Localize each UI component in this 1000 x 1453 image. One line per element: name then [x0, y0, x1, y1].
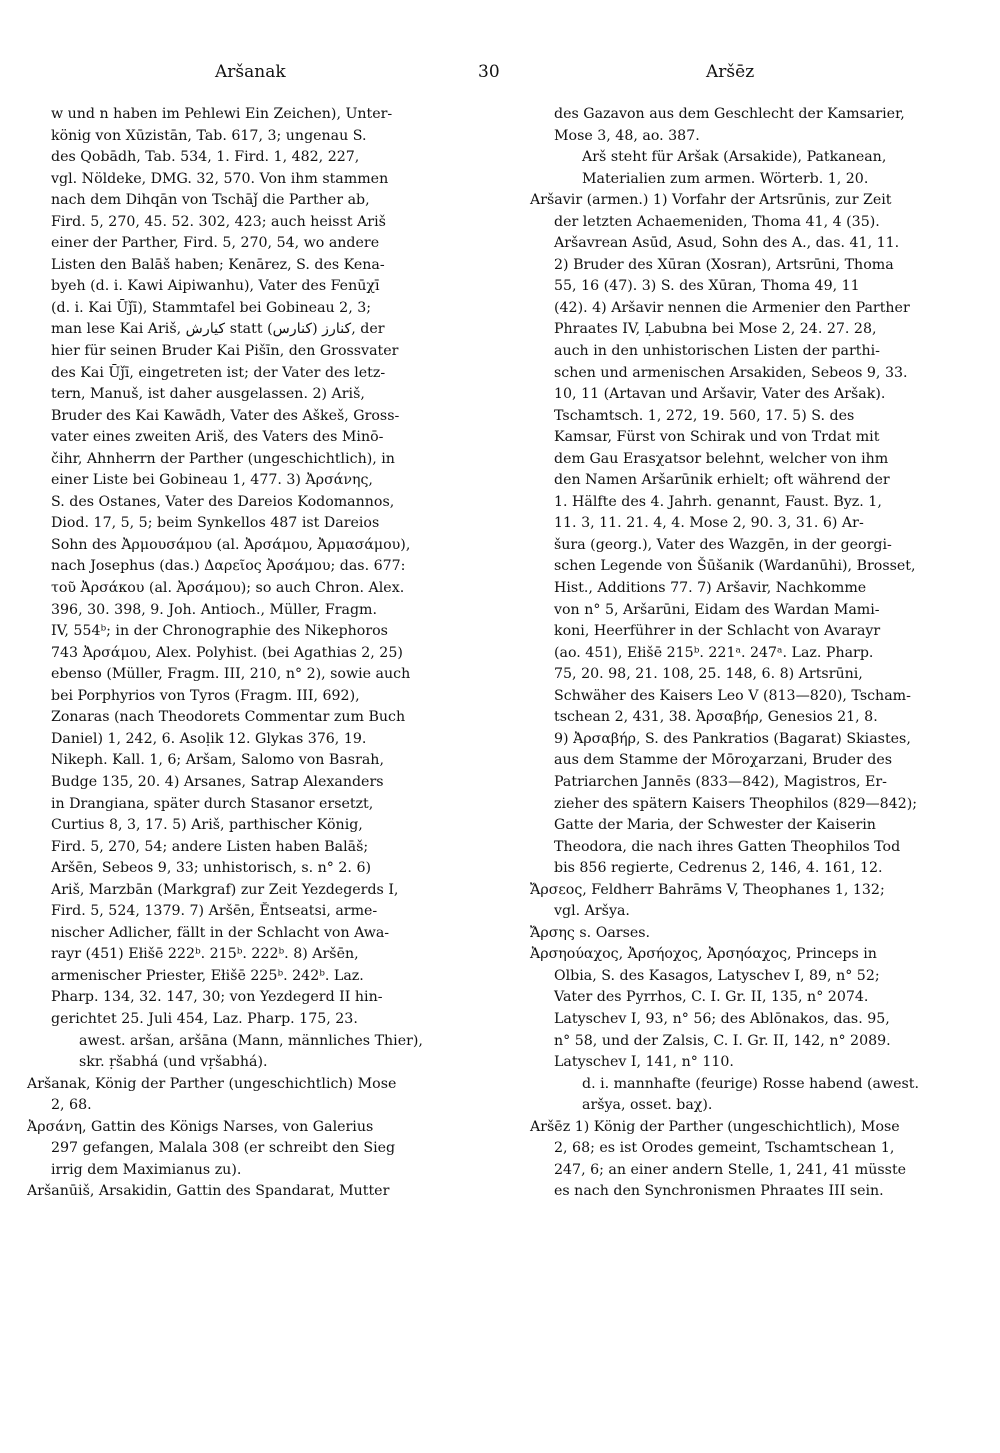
text-line: w und n haben im Pehlewi Ein Zeichen), Unter- — [51, 106, 393, 122]
text-line: S. des Ostanes, Vater des Dareios Kodomannos, — [51, 493, 395, 510]
text-line: vgl. Aršya. — [554, 903, 630, 920]
dictionary-entry — [27, 1181, 469, 1203]
text-line: aršya, osset. baχ). — [582, 1097, 713, 1114]
text-line: ebenso (Müller, Fragm. III, 210, n° 2), sowie auch — [51, 666, 411, 683]
text-line: awest. aršan, aršāna (Mann, männliches Thier), — [79, 1032, 423, 1049]
etymology-note — [530, 1074, 952, 1117]
text-line: d. i. mannhafte (feurige) Rosse habend (awest. — [582, 1075, 919, 1092]
text-line: Aršēn, Sebeos 9, 33; unhistorisch, s. n° 2. 6) — [51, 860, 372, 877]
text-line: (d. i. Kai Ūǰī), Stammtafel bei Gobineau 2, 3; — [51, 299, 372, 316]
dictionary-entry — [530, 944, 952, 1073]
text-line: vater eines zweiten Ariš, des Vaters des Minō- — [51, 429, 384, 446]
text-line: es nach den Synchronismen Phraates III sein. — [554, 1183, 884, 1200]
text-line: IV, 554ᵇ; in der Chronographie des Nikephoros — [51, 623, 388, 640]
text-line: 2) Bruder des Xūran (Xosran), Artsrūni, Thoma — [554, 256, 894, 273]
text-line: Aršanūiš, Arsakidin, Gattin des Spandarat, Mutter — [27, 1183, 390, 1200]
running-head-left: Aršanak — [215, 62, 286, 82]
text-line: Diod. 17, 5, 5; beim Synkellos 487 ist Dareios — [51, 515, 380, 532]
text-line: gerichtet 25. Juli 454, Laz. Pharp. 175, 23. — [51, 1010, 358, 1027]
text-line: (42). 4) Aršavir nennen die Armenier den Parther — [554, 299, 910, 316]
dictionary-entry — [27, 1074, 469, 1117]
text-line: Ἀρσάνη, Gattin des Königs Narses, von Galerius — [27, 1118, 374, 1135]
text-line: man lese Kai Ariš, کیارش statt کنارز (کنارس), der — [51, 321, 385, 338]
text-line: Aršavir (armen.) 1) Vorfahr der Artsrūnis, zur Zeit — [530, 192, 892, 209]
text-line: Latyschev I, 93, n° 56; des Ablōnakos, das. 95, — [554, 1010, 890, 1027]
text-line: Budge 135, 20. 4) Arsanes, Satrap Alexanders — [51, 773, 384, 790]
text-line: vgl. Nöldeke, DMG. 32, 570. Von ihm stammen — [51, 170, 389, 187]
running-head-right: Aršēz — [706, 62, 755, 82]
text-line: Gatte der Maria, der Schwester der Kaiserin — [554, 817, 876, 834]
text-line: nach Josephus (das.) Δαρεῖος Ἀρσάμου; das. 677: — [51, 558, 406, 575]
entry-list — [530, 1117, 952, 1203]
text-line: 55, 16 (47). 3) S. des Xūran, Thoma 49, 11 — [554, 278, 860, 295]
text-line: Listen den Balāš haben; Kenārez, S. des Kena- — [51, 256, 385, 273]
text-line: von n° 5, Aršarūni, Eidam des Wardan Mami- — [554, 601, 880, 618]
text-line: Tschamtsch. 1, 272, 19. 560, 17. 5) S. des — [554, 407, 855, 424]
entry-list — [530, 190, 952, 1073]
text-line: könig von Xūzistān, Tab. 617, 3; ungenau S. — [51, 127, 367, 144]
text-line: Phraates IV, Ḷabubna bei Mose 2, 24. 27. 28, — [554, 321, 877, 338]
text-line: rayr (451) Ełišē 222ᵇ. 215ᵇ. 222ᵇ. 8) Aršēn, — [51, 946, 359, 963]
text-line: den Namen Aršarūnik erhielt; oft während der — [554, 472, 890, 489]
text-line: Patriarchen Jannēs (833—842), Magistros, Er- — [554, 773, 887, 790]
text-line: Sohn des Ἀρμουσάμου (al. Ἀρσάμου, Ἀρμασάμου), — [51, 536, 411, 553]
text-line: Arš steht für Aršak (Arsakide), Patkanean, — [582, 149, 887, 166]
dictionary-entry — [27, 1117, 469, 1182]
text-line: Vater des Pyrrhos, C. I. Gr. II, 135, n° 2074. — [554, 989, 869, 1006]
text-line: einer Liste bei Gobineau 1, 477. 3) Ἀρσάνης, — [51, 472, 373, 489]
text-line: Kamsar, Fürst von Schirak und von Trdat mit — [554, 429, 880, 446]
text-line: (ao. 451), Ełišē 215ᵇ. 221ᵃ. 247ᵃ. Laz. Pharp. — [554, 644, 874, 661]
text-line: 1. Hälfte des 4. Jahrh. genannt, Faust. Byz. 1, — [554, 493, 882, 510]
text-line: armenischer Priester, Ełišē 225ᵇ. 242ᵇ. Laz. — [51, 967, 364, 984]
text-line: Olbia, S. des Kasagos, Latyschev I, 89, n° 52; — [554, 967, 880, 984]
text-line: Curtius 8, 3, 17. 5) Ariš, parthischer König, — [51, 817, 363, 834]
entry-continuation — [27, 104, 469, 1031]
dictionary-entry — [530, 923, 952, 945]
text-line: 2, 68. — [51, 1097, 92, 1114]
text-line: 247, 6; an einer andern Stelle, 1, 241, 41 müsste — [554, 1161, 907, 1178]
text-line: Materialien zum armen. Wörterb. 1, 20. — [582, 170, 869, 187]
text-line: bis 856 regierte, Cedrenus 2, 146, 4. 161, 12. — [554, 860, 883, 877]
text-line: dem Gau Erasχatsor belehnt, welcher von ihm — [554, 450, 889, 467]
text-line: 75, 20. 98, 21. 108, 25. 148, 6. 8) Artsrūni, — [554, 666, 863, 683]
text-line: čihr, Ahnherrn der Parther (ungeschichtlich), in — [51, 450, 395, 467]
text-line: des Qobādh, Tab. 534, 1. Fird. 1, 482, 227, — [51, 149, 360, 166]
dictionary-entry — [530, 880, 952, 923]
entry-list — [27, 1074, 469, 1203]
text-line: 297 gefangen, Malala 308 (er schreibt den Sieg — [51, 1140, 396, 1157]
text-line: bei Porphyrios von Tyros (Fragm. III, 692), — [51, 687, 360, 704]
text-line: koni, Heerführer in der Schlacht von Avarayr — [554, 623, 881, 640]
text-line: Hist., Additions 77. 7) Aršavir, Nachkomme — [554, 580, 867, 597]
text-line: Ariš, Marzbān (Markgraf) zur Zeit Yezdegerds I, — [51, 881, 399, 898]
text-line: Theodora, die nach ihres Gatten Theophilos Tod — [554, 838, 901, 855]
text-line: Schwäher des Kaisers Leo V (813—820), Tscham- — [554, 687, 911, 704]
text-line: Pharp. 134, 32. 147, 30; von Yezdegerd II hin- — [51, 989, 383, 1006]
text-line: 396, 30. 398, 9. Joh. Antioch., Müller, Fragm. — [51, 601, 377, 618]
text-line: Fird. 5, 524, 1379. 7) Aršēn, Ĕntseatsi, arme- — [51, 903, 378, 920]
text-line: der letzten Achaemeniden, Thoma 41, 4 (35). — [554, 213, 880, 230]
text-line: 11. 3, 11. 21. 4, 4. Mose 2, 90. 3, 31. 6) Ar- — [554, 515, 864, 532]
reference-note — [530, 147, 952, 190]
left-column — [27, 104, 469, 1203]
text-line: Ἄρσης s. Oarses. — [530, 924, 651, 941]
text-line: šura (georg.), Vater des Wazgēn, in der georgi- — [554, 536, 892, 553]
text-line: schen und armenischen Arsakiden, Sebeos 9, 33. — [554, 364, 908, 381]
text-line: Ἀρσηούαχος, Ἀρσήοχος, Ἀρσηόαχος, Princeps in — [530, 946, 877, 963]
text-line: Latyschev I, 141, n° 110. — [554, 1054, 734, 1071]
page-number: 30 — [478, 62, 500, 82]
text-line: tern, Manuš, ist daher ausgelassen. 2) Ariš, — [51, 386, 365, 403]
etymology-note — [27, 1031, 469, 1074]
text-line: 2, 68; es ist Orodes gemeint, Tschamtschean 1, — [554, 1140, 895, 1157]
dictionary-entry — [530, 1117, 952, 1203]
text-line: n° 58, und der Zalsis, C. I. Gr. II, 142, n° 2089. — [554, 1032, 891, 1049]
text-line: skr. ṛšabhá (und vṛšabhá). — [79, 1054, 268, 1071]
text-line: zieher des spätern Kaisers Theophilos (829—842); — [554, 795, 918, 812]
text-line: Fird. 5, 270, 45. 52. 302, 423; auch heisst Ariš — [51, 213, 386, 230]
text-line: byeh (d. i. Kawi Aipiwanhu), Vater des Fenūχī — [51, 278, 380, 295]
right-column — [530, 104, 952, 1203]
text-line: Bruder des Kai Kawādh, Vater des Aškeš, Gross- — [51, 407, 400, 424]
text-line: des Kai Ūǰī, eingetreten ist; der Vater des letz- — [51, 364, 386, 381]
text-line: Daniel) 1, 242, 6. Asoḷik 12. Glykas 376, 19. — [51, 730, 367, 747]
text-line: τοῦ Ἀρσάκου (al. Ἀρσάμου); so auch Chron. Alex. — [51, 580, 405, 597]
text-line: schen Legende von Šūšanik (Wardanūhi), Brosset, — [554, 558, 916, 575]
text-line: hier für seinen Bruder Kai Pišīn, den Grossvater — [51, 343, 399, 360]
text-line: aus dem Stamme der Mōroχarzani, Bruder des — [554, 752, 893, 769]
page-header — [0, 62, 1000, 88]
text-line: Nikeph. Kall. 1, 6; Aršam, Salomo von Basrah, — [51, 752, 384, 769]
text-line: 10, 11 (Artavan und Aršavir, Vater des Aršak). — [554, 386, 886, 403]
text-line: irrig dem Maximianus zu). — [51, 1161, 242, 1178]
text-line: auch in den unhistorischen Listen der parthi- — [554, 343, 880, 360]
text-line: Aršanak, König der Parther (ungeschichtlich) Mose — [27, 1075, 397, 1092]
text-line: Zonaras (nach Theodorets Commentar zum Buch — [51, 709, 406, 726]
text-line: nach dem Dihqān von Tschāǰ die Parther ab, — [51, 192, 370, 209]
text-line: Mose 3, 48, ao. 387. — [554, 127, 700, 144]
text-line: tschean 2, 431, 38. Ἀρσαβήρ, Genesios 21, 8. — [554, 709, 878, 726]
text-line: 743 Ἀρσάμου, Alex. Polyhist. (bei Agathias 2, 25) — [51, 644, 403, 661]
text-line: Fird. 5, 270, 54; andere Listen haben Balāš; — [51, 838, 369, 855]
text-line: Ἄρσεος, Feldherr Bahrāms V, Theophanes 1, 132; — [530, 881, 885, 898]
text-line: 9) Ἀρσαβήρ, S. des Pankratios (Bagarat) Skiastes, — [554, 730, 911, 747]
text-line: in Drangiana, später durch Stasanor ersetzt, — [51, 795, 374, 812]
text-line: Aršavrean Asūd, Asud, Sohn des A., das. 41, 11. — [554, 235, 900, 252]
text-line: nischer Adlicher, fällt in der Schlacht von Awa- — [51, 924, 390, 941]
text-line: einer der Parther, Fird. 5, 270, 54, wo andere — [51, 235, 380, 252]
text-line: Aršēz 1) König der Parther (ungeschichtlich), Mose — [530, 1118, 900, 1135]
dictionary-entry — [530, 190, 952, 880]
text-line: des Gazavon aus dem Geschlecht der Kamsarier, — [554, 106, 905, 122]
entry-continuation — [530, 104, 952, 147]
